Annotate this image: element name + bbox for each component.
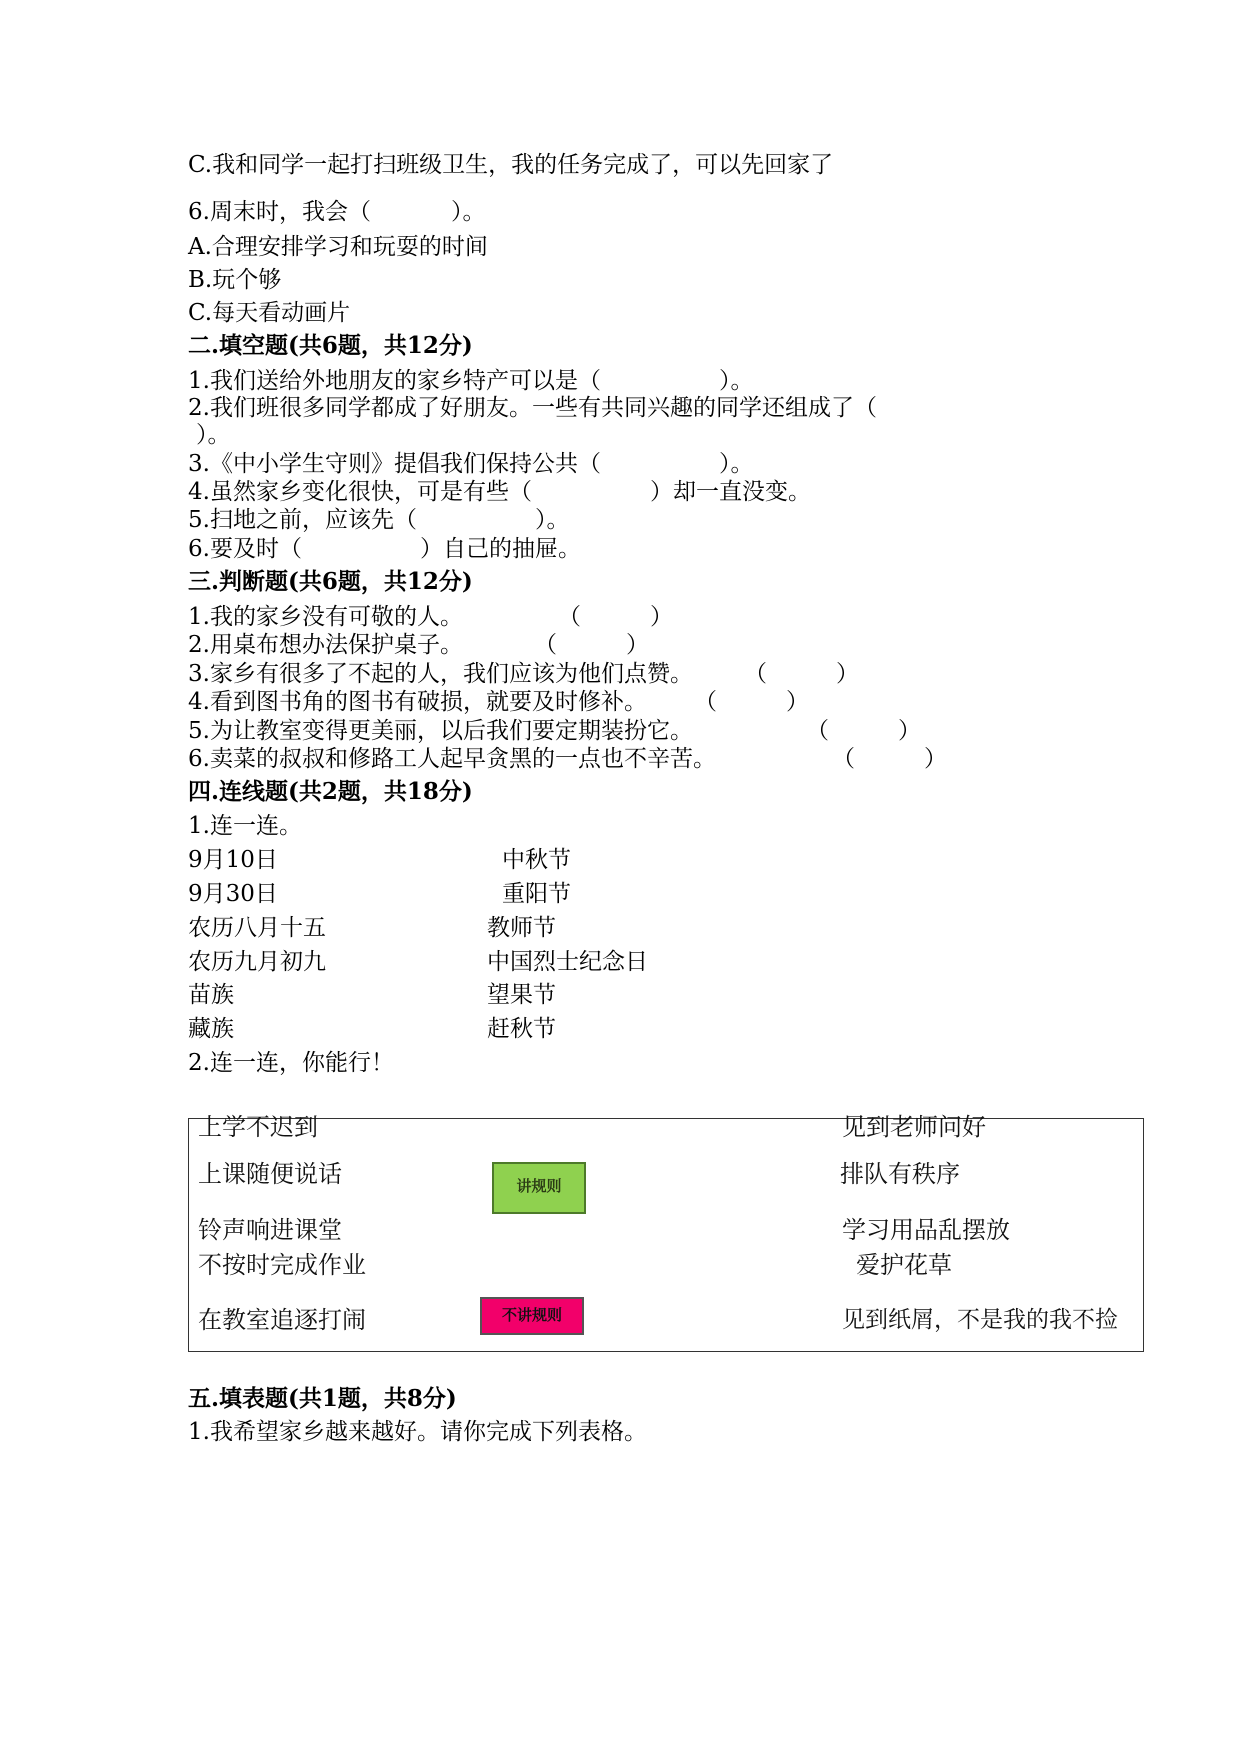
section5-heading: 五.填表题(共1题，共8分) — [188, 1385, 457, 1412]
judge-item-3: 3.家乡有很多了不起的人，我们应该为他们点赞。 — [188, 661, 693, 687]
judge-item-1: 1.我的家乡没有可敬的人。 — [188, 604, 463, 630]
judge-item-6-paren: （ ） — [832, 746, 947, 772]
q6-option-a: A.合理安排学习和玩耍的时间 — [188, 234, 488, 260]
fill-item-2-end: ）。 — [196, 422, 231, 448]
match-q2-stem: 2.连一连，你能行！ — [188, 1050, 394, 1076]
judge-item-4: 4.看到图书角的图书有破损，就要及时修补。 — [188, 689, 647, 715]
match-left-3[interactable]: 农历八月十五 — [188, 915, 326, 941]
table-q1-stem: 1.我希望家乡越来越好。请你完成下列表格。 — [188, 1419, 647, 1445]
box-right-1[interactable]: 见到老师问好 — [842, 1113, 986, 1141]
section2-heading: 二.填空题(共6题，共12分) — [188, 332, 473, 359]
judge-item-1-paren: （ ） — [558, 604, 673, 630]
fill-item-4 — [188, 477, 811, 507]
match-right-4[interactable]: 中国烈士纪念日 — [487, 949, 648, 975]
q6-option-c: C.每天看动画片 — [188, 300, 351, 326]
match-right-5[interactable]: 望果节 — [487, 982, 556, 1008]
match-q1-stem: 1.连一连。 — [188, 813, 302, 839]
q6-stem-text: 6.周末时，我会（ — [188, 199, 371, 225]
box-left-3[interactable]: 铃声响进课堂 — [198, 1216, 342, 1244]
box-right-4[interactable]: 爱护花草 — [856, 1251, 952, 1279]
fill-item-6 — [188, 534, 581, 564]
section3-heading: 三.判断题(共6题，共12分) — [188, 568, 473, 595]
section4-heading: 四.连线题(共2题，共18分) — [188, 778, 473, 805]
follow-rules-tag[interactable]: 讲规则 — [492, 1162, 586, 1214]
judge-item-5-paren: （ ） — [806, 718, 921, 744]
box-left-2[interactable]: 上课随便说话 — [198, 1160, 342, 1188]
fill-item-1 — [188, 366, 753, 396]
fill-item-5 — [188, 505, 569, 535]
box-left-4[interactable]: 不按时完成作业 — [198, 1251, 366, 1279]
fill-item-3-end: ）。 — [718, 451, 754, 477]
box-left-1[interactable]: 上学不迟到 — [198, 1113, 318, 1141]
fill-item-5-end: ）。 — [534, 507, 570, 533]
match-left-2[interactable]: 9月30日 — [188, 881, 278, 907]
match-left-5[interactable]: 苗族 — [188, 982, 234, 1008]
judge-item-4-paren: （ ） — [694, 689, 809, 715]
judge-item-2: 2.用桌布想办法保护桌子。 — [188, 632, 463, 658]
match-right-1[interactable]: 中秋节 — [502, 847, 571, 873]
judge-item-3-paren: （ ） — [744, 661, 859, 687]
fill-item-1-text: 1.我们送给外地朋友的家乡特产可以是（ — [188, 368, 601, 394]
fill-item-3-text: 3.《中小学生守则》提倡我们保持公共（ — [188, 451, 601, 477]
q6-stem — [188, 197, 485, 227]
q5-option-c: C.我和同学一起打扫班级卫生，我的任务完成了，可以先回家了 — [188, 152, 834, 178]
box-right-2[interactable]: 排队有秩序 — [840, 1160, 960, 1188]
fill-item-1-end: ）。 — [718, 368, 754, 394]
match-right-6[interactable]: 赶秋节 — [487, 1016, 556, 1042]
box-right-5[interactable]: 见到纸屑，不是我的我不捡 — [842, 1307, 1118, 1333]
fill-item-4-end: ）却一直没变。 — [649, 479, 811, 505]
fill-item-6-end: ）自己的抽屉。 — [419, 536, 581, 562]
fill-item-2: 2.我们班很多同学都成了好朋友。一些有共同兴趣的同学还组成了（ — [188, 395, 877, 421]
q6-option-b: B.玩个够 — [188, 267, 282, 293]
judge-item-2-paren: （ ） — [534, 632, 649, 658]
match-right-3[interactable]: 教师节 — [487, 915, 556, 941]
box-left-5[interactable]: 在教室追逐打闹 — [198, 1306, 366, 1334]
box-right-3[interactable]: 学习用品乱摆放 — [842, 1216, 1010, 1244]
judge-item-6: 6.卖菜的叔叔和修路工人起早贪黑的一点也不辛苦。 — [188, 746, 716, 772]
match-left-6[interactable]: 藏族 — [188, 1016, 234, 1042]
match-right-2[interactable]: 重阳节 — [502, 881, 571, 907]
fill-item-4-text: 4.虽然家乡变化很快，可是有些（ — [188, 479, 532, 505]
break-rules-tag[interactable]: 不讲规则 — [480, 1297, 584, 1335]
judge-item-5: 5.为让教室变得更美丽，以后我们要定期装扮它。 — [188, 718, 693, 744]
fill-item-5-text: 5.扫地之前，应该先（ — [188, 507, 417, 533]
q6-stem-end: ）。 — [450, 199, 486, 225]
fill-item-3 — [188, 449, 753, 479]
match-left-1[interactable]: 9月10日 — [188, 847, 278, 873]
match-left-4[interactable]: 农历九月初九 — [188, 949, 326, 975]
fill-item-6-text: 6.要及时（ — [188, 536, 302, 562]
